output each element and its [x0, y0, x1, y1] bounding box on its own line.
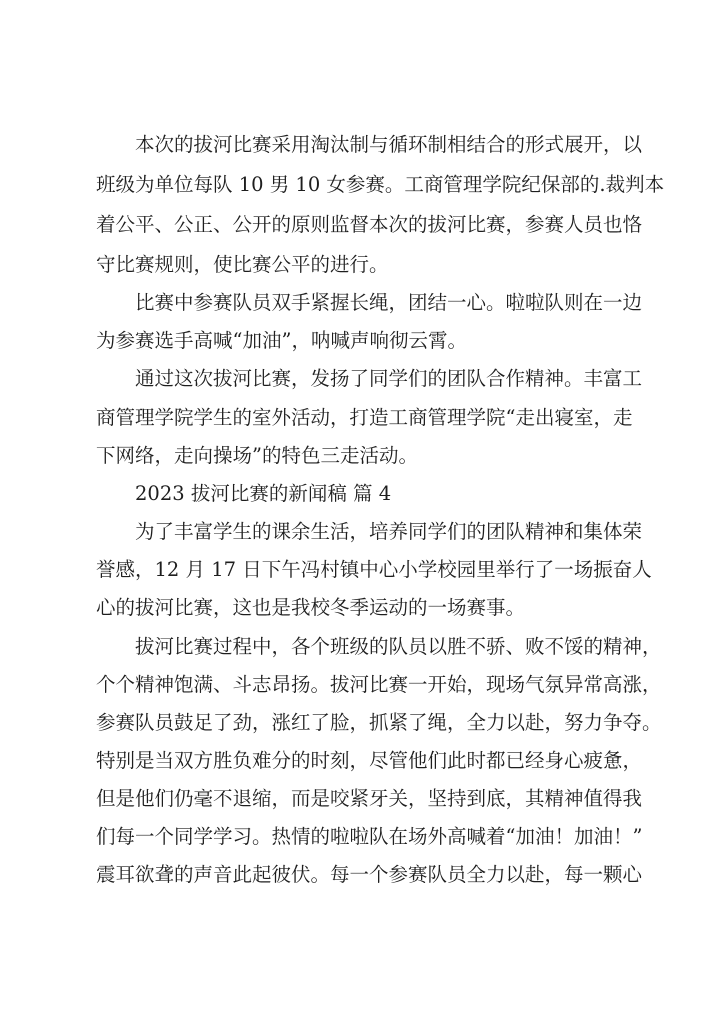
- text-line: 震耳欲聋的声音此起彼伏。每一个参赛队员全力以赴，每一颗心: [96, 863, 643, 886]
- text-line: 们每一个同学学习。热情的啦啦队在场外高喊着“加油！加油！”: [96, 825, 643, 848]
- text-line: 着公平、公正、公开的原则监督本次的拔河比赛，参赛人员也恪: [96, 213, 643, 236]
- text-line: 为了丰富学生的课余生活，培养同学们的团队精神和集体荣: [135, 520, 643, 543]
- text-line: 誉感，12 月 17 日下午冯村镇中心小学校园里举行了一场振奋人: [96, 558, 652, 581]
- text-line: 商管理学院学生的室外活动，打造工商管理学院“走出寝室，走: [96, 406, 633, 429]
- text-line: 为参赛选手高喊“加油”，呐喊声响彻云霄。: [96, 329, 467, 352]
- text-line: 下网络，走向操场”的特色三走活动。: [96, 444, 418, 467]
- text-line: 但是他们仍毫不退缩，而是咬紧牙关，坚持到底，其精神值得我: [96, 787, 643, 810]
- text-line: 班级为单位每队 10 男 10 女参赛。工商管理学院纪保部的.裁判本: [96, 173, 665, 196]
- section-heading: 2023 拔河比赛的新闻稿 篇 4: [135, 482, 392, 505]
- text-line: 拔河比赛过程中，各个班级的队员以胜不骄、败不馁的精神，: [135, 635, 662, 658]
- text-line: 特别是当双方胜负难分的时刻，尽管他们此时都已经身心疲惫，: [96, 749, 643, 772]
- text-line: 比赛中参赛队员双手紧握长绳，团结一心。啦啦队则在一边: [135, 291, 643, 314]
- text-line: 守比赛规则，使比赛公平的进行。: [96, 253, 389, 276]
- text-line: 参赛队员鼓足了劲，涨红了脸，抓紧了绳，全力以赴，努力争夺。: [96, 711, 662, 734]
- text-line: 本次的拔河比赛采用淘汰制与循环制相结合的形式展开，以: [135, 133, 643, 156]
- text-line: 心的拔河比赛，这也是我校冬季运动的一场赛事。: [96, 596, 526, 619]
- text-line: 通过这次拔河比赛，发扬了同学们的团队合作精神。丰富工: [135, 367, 643, 390]
- text-line: 个个精神饱满、斗志昂扬。拔河比赛一开始，现场气氛异常高涨，: [96, 673, 662, 696]
